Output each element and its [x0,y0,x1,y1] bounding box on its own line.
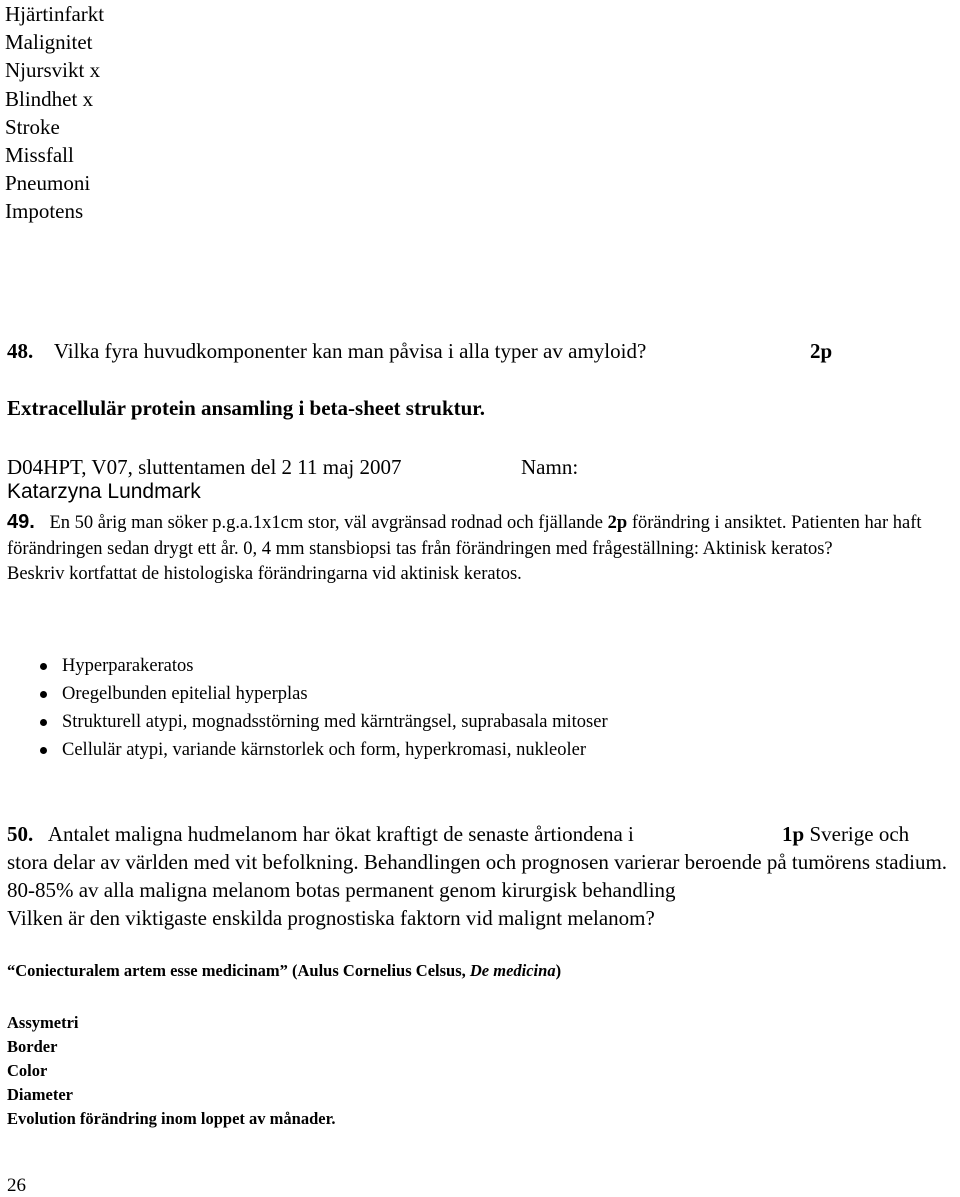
bullet-icon [40,663,47,670]
quote-text: “Coniecturalem artem esse medicinam” (Aulus Cornelius Celsus, [7,961,466,980]
question-text: stora delar av världen med vit befolkning. Behandlingen och prognosen varierar beroende på tumörens stadium. 80-85% av alla maligna melanom botas permanent genom kirurgisk behandling [7,850,948,902]
risk-item: Malignitet [5,30,93,55]
question-number: 50. [7,822,34,846]
list-item: Assymetri [7,1013,79,1032]
question-number: 48. [7,339,34,363]
question-points: 1p [782,822,805,846]
question-text: Antalet maligna hudmelanom har ökat kraftigt de senaste årtiondena i [47,822,634,846]
quote-work: De medicina [469,961,556,980]
question-prompt: Vilken är den viktigaste enskilda prognostiska faktorn vid malignt melanom? [7,906,655,930]
list-item [40,708,608,736]
list-item-text: Strukturell atypi, mognadsstörning med kärnträngsel, suprabasala mitoser [62,712,608,732]
question-50 [7,820,957,932]
list-item-text: Hyperparakeratos [62,656,194,676]
question-text: En 50 årig man söker p.g.a. [49,513,253,533]
question-number: 49. [7,511,35,533]
question-text: Vilka fyra huvudkomponenter kan man påvisa i alla typer av amyloid? [53,339,647,363]
list-item: Diameter [7,1085,73,1104]
risk-item: Njursvikt x [5,58,101,83]
question-49 [7,510,955,588]
list-item [40,652,608,680]
question-points: 2p [810,339,833,363]
list-item-text: Cellulär atypi, variande kärnstorlek och form, hyperkromasi, nukleoler [62,740,586,760]
answer-bullet-list [40,652,608,764]
list-item: Color [7,1061,48,1080]
quote [7,961,561,981]
abcde-list [7,1011,336,1131]
risk-list [5,0,104,226]
risk-item: Stroke [5,114,60,139]
bullet-icon [40,691,47,698]
page-number: 26 [7,1175,26,1196]
quote-close: ) [555,961,562,980]
list-item-text: Oregelbunden epitelial hyperplas [62,684,308,704]
risk-item: Missfall [5,142,74,167]
question-text: förändring i ansiktet. Patienten har haft förändringen sedan drygt ett år. 0, 4 mm stansbiopsi tas från förändringen med frågeställning: Aktinisk keratos? [7,513,922,559]
list-item [40,680,608,708]
question-48 [7,339,646,364]
exam-header: D04HPT, V07, sluttentamen del 2 11 maj 2007 [7,455,402,479]
student-name: Katarzyna Lundmark [7,480,201,503]
question-points: 2p [607,513,628,533]
bullet-icon [40,747,47,754]
question-text: Sverige och [809,822,910,846]
question-answer: Extracellulär protein ansamling i beta-sheet struktur. [7,396,485,420]
risk-item: Blindhet x [5,86,94,111]
list-item [40,736,608,764]
bullet-icon [40,719,47,726]
name-label: Namn: [521,455,579,479]
list-item: Evolution förändring inom loppet av månader. [7,1109,336,1128]
risk-item: Impotens [5,199,84,224]
question-instruction: Beskriv kortfattat de histologiska förändringarna vid aktinisk keratos. [7,564,522,585]
question-text: 1x1cm stor, väl avgränsad rodnad och fjällande [252,513,604,533]
risk-item: Hjärtinfarkt [5,2,105,26]
risk-item: Pneumoni [5,171,91,196]
list-item: Border [7,1037,58,1056]
